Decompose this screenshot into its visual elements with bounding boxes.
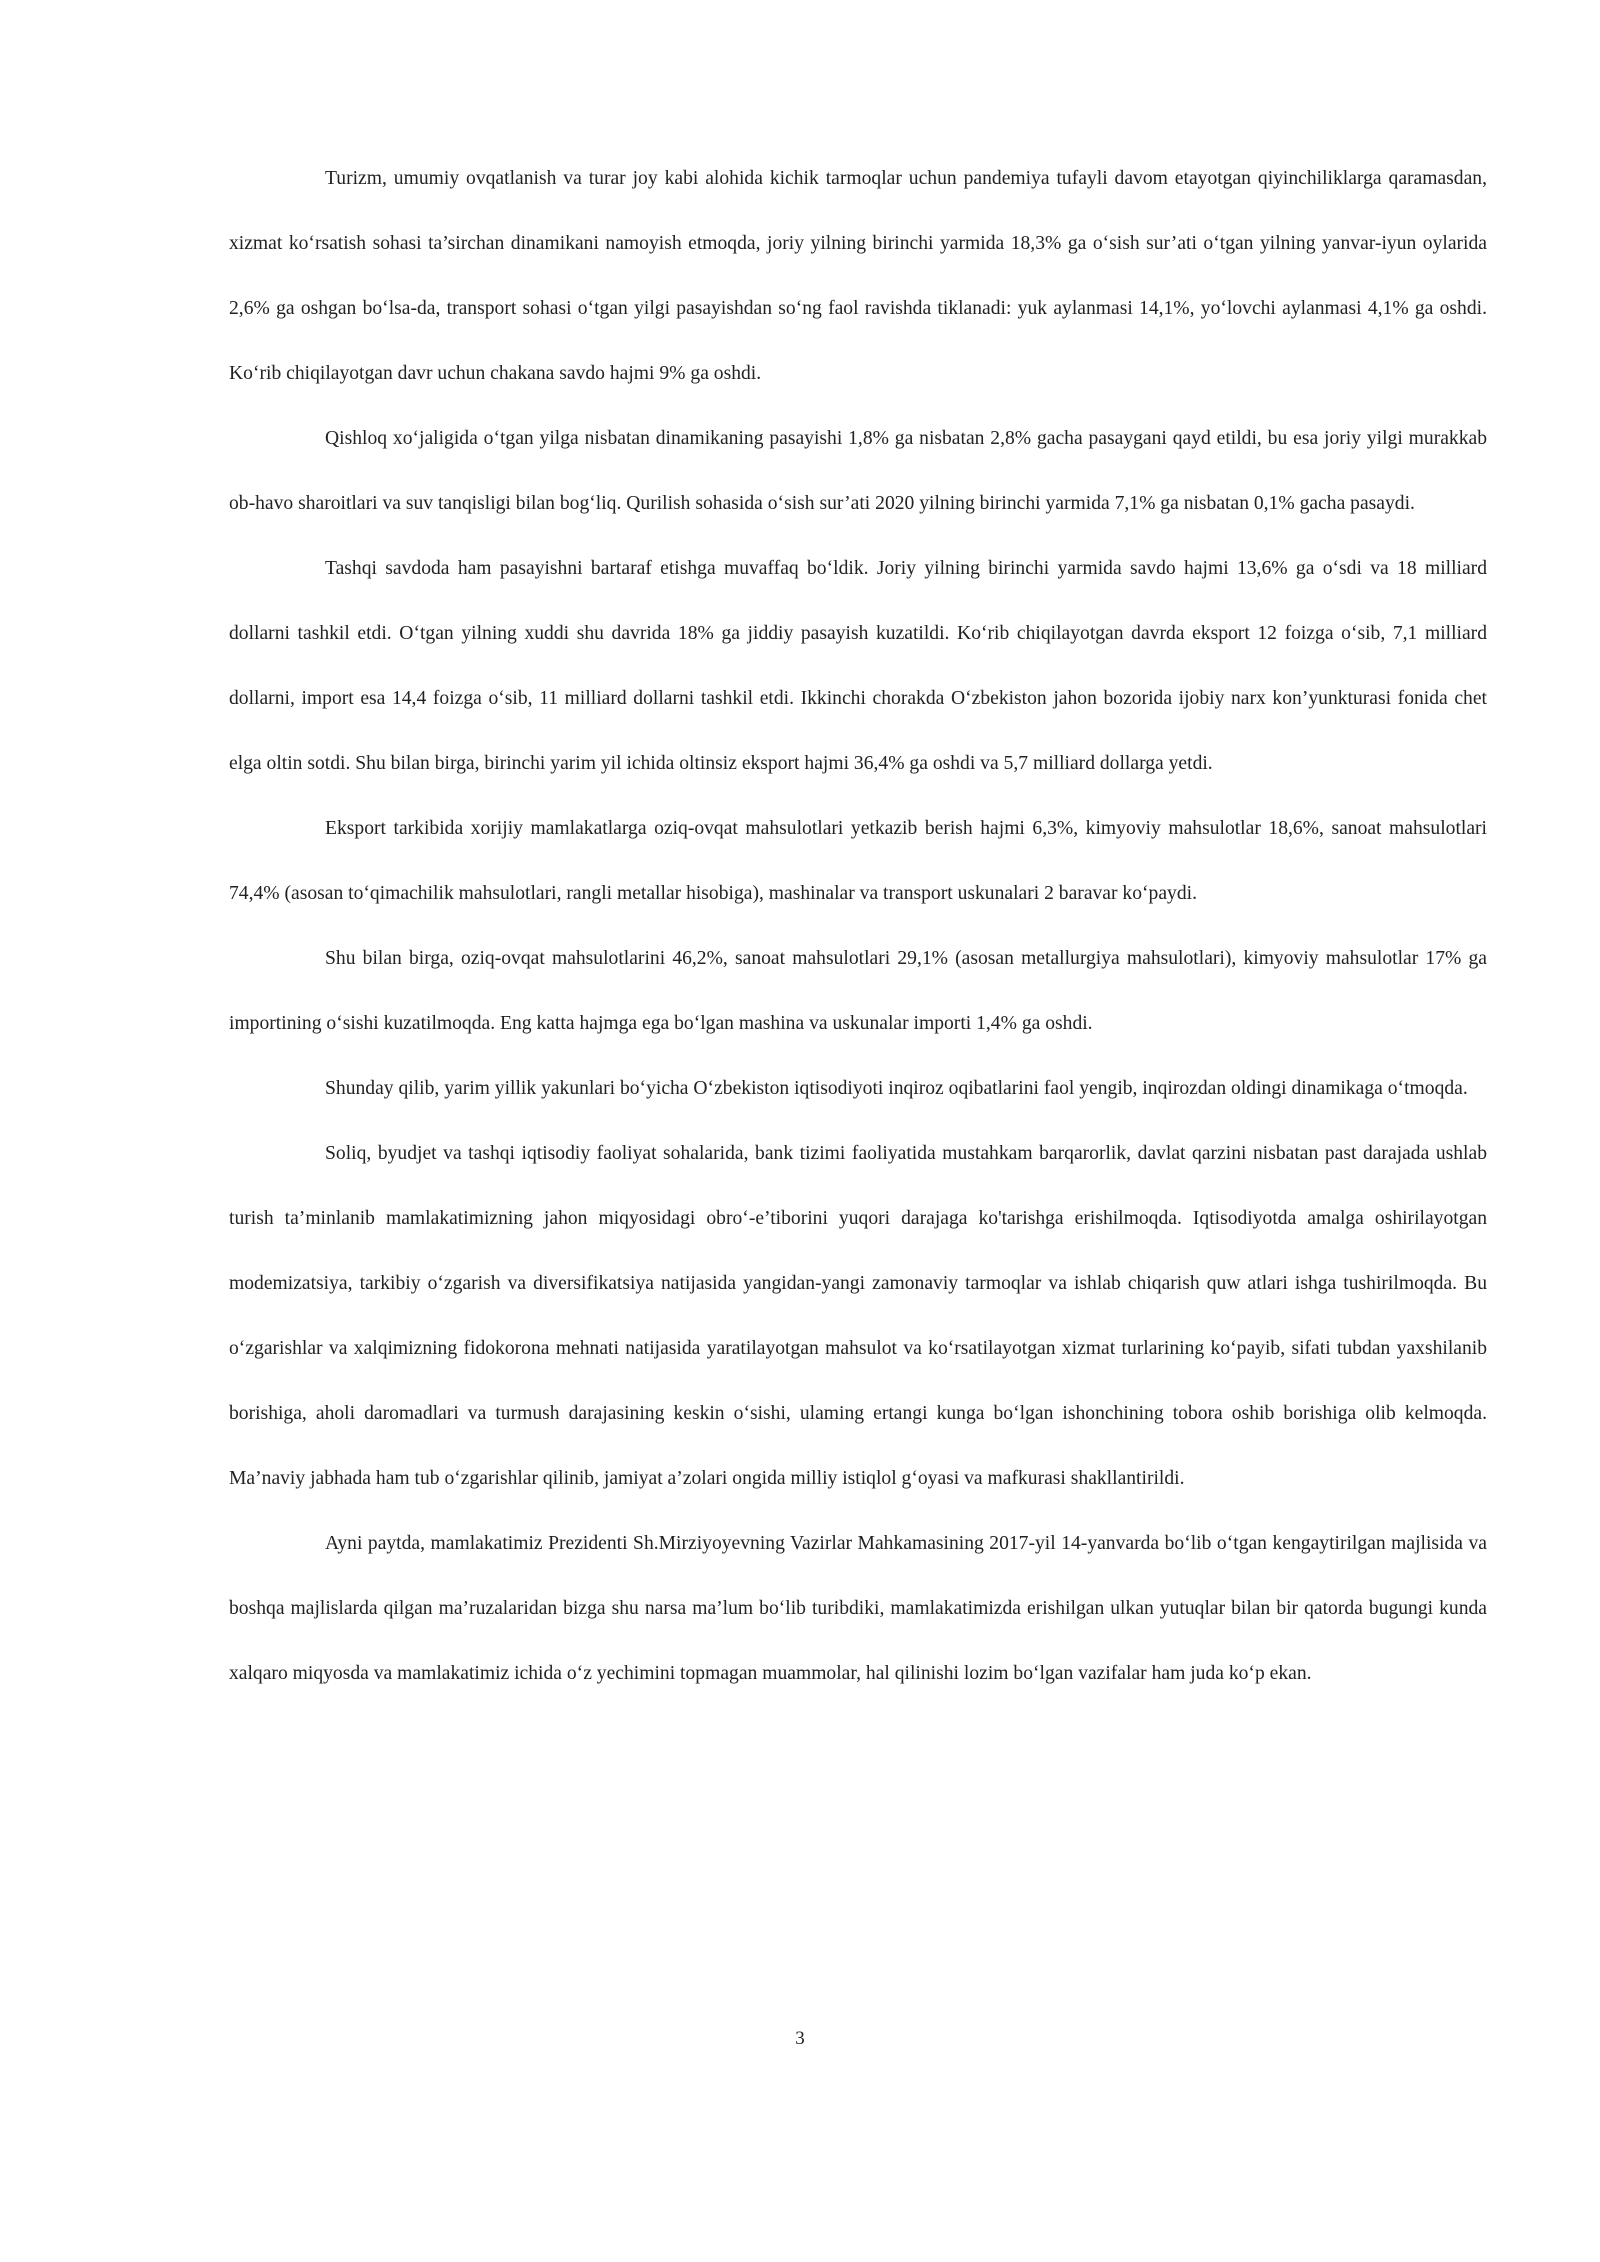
paragraph-agriculture-construction: Qishloq xo‘jaligida o‘tgan yilga nisbatan dinamikaning pasayishi 1,8% ga nisbatan 2,8% gacha pasaygani qayd etildi, bu esa joriy yilgi murakkab ob-havo sharoitlari va suv tanqisligi bilan bog‘liq. Qurilish sohasida o‘sish sur’ati 2020 yilning birinchi yarmida 7,1% ga nisbatan 0,1% gacha pasaydi. [229, 428, 1487, 514]
document-body [229, 146, 1487, 1706]
paragraph-half-year-summary: Shunday qilib, yarim yillik yakunlari bo‘yicha O‘zbekiston iqtisodiyoti inqiroz oqibatlarini faol yengib, inqirozdan oldingi dinamikaga o‘tmoqda. [325, 1078, 1468, 1099]
paragraph-import-structure: Shu bilan birga, oziq-ovqat mahsulotlarini 46,2%, sanoat mahsulotlari 29,1% (asosan metallurgiya mahsulotlari), kimyoviy mahsulotlar 17% ga importining o‘sishi kuzatilmoqda. Eng katta hajmga ega bo‘lgan mashina va uskunalar importi 1,4% ga oshdi. [229, 948, 1487, 1034]
paragraph-export-structure: Eksport tarkibida xorijiy mamlakatlarga oziq-ovqat mahsulotlari yetkazib berish hajmi 6,3%, kimyoviy mahsulotlar 18,6%, sanoat mahsulotlari 74,4% (asosan to‘qimachilik mahsulotlari, rangli metallar hisobiga), mashinalar va transport uskunalari 2 baravar ko‘paydi. [229, 818, 1487, 904]
paragraph-president-address: Ayni paytda, mamlakatimiz Prezidenti Sh.Mirziyoyevning Vazirlar Mahkamasining 2017-yil 14-yanvarda bo‘lib o‘tgan kengaytirilgan majlisida va boshqa majlislarda qilgan ma’ruzalaridan bizga shu narsa ma’lum bo‘lib turibdiki, mamlakatimizda erishilgan ulkan yutuqlar bilan bir qatorda bugungi kunda xalqaro miqyosda va mamlakatimiz ichida o‘z yechimini topmagan muammolar, hal qilinishi lozim bo‘lgan vazifalar ham juda ko‘p ekan. [229, 1533, 1487, 1684]
paragraph-services-transport: Turizm, umumiy ovqatlanish va turar joy kabi alohida kichik tarmoqlar uchun pandemiya tufayli davom etayotgan qiyinchiliklarga qaramasdan, xizmat ko‘rsatish sohasi ta’sirchan dinamikani namoyish etmoqda, joriy yilning birinchi yarmida 18,3% ga o‘sish sur’ati o‘tgan yilning yanvar-iyun oylarida 2,6% ga oshgan bo‘lsa-da, transport sohasi o‘tgan yilgi pasayishdan so‘ng faol ravishda tiklanadi: yuk aylanmasi 14,1%, yo‘lovchi aylanmasi 4,1% ga oshdi. Ko‘rib chiqilayotgan davr uchun chakana savdo hajmi 9% ga oshdi. [229, 168, 1487, 384]
paragraph-foreign-trade: Tashqi savdoda ham pasayishni bartaraf etishga muvaffaq bo‘ldik. Joriy yilning birinchi yarmida savdo hajmi 13,6% ga o‘sdi va 18 milliard dollarni tashkil etdi. O‘tgan yilning xuddi shu davrida 18% ga jiddiy pasayish kuzatildi. Ko‘rib chiqilayotgan davrda eksport 12 foizga o‘sib, 7,1 milliard dollarni, import esa 14,4 foizga o‘sib, 11 milliard dollarni tashkil etdi. Ikkinchi chorakda O‘zbekiston jahon bozorida ijobiy narx kon’yunkturasi fonida chet elga oltin sotdi. Shu bilan birga, birinchi yarim yil ichida oltinsiz eksport hajmi 36,4% ga oshdi va 5,7 milliard dollarga yetdi. [229, 558, 1487, 774]
page-number: 3 [795, 2028, 805, 2049]
paragraph-stability-modernization: Soliq, byudjet va tashqi iqtisodiy faoliyat sohalarida, bank tizimi faoliyatida mustahkam barqarorlik, davlat qarzini nisbatan past darajada ushlab turish ta’minlanib mamlakatimizning jahon miqyosidagi obro‘-e’tiborini yuqori darajaga ko'tarishga erishilmoqda. Iqtisodiyotda amalga oshirilayotgan modemizatsiya, tarkibiy o‘zgarish va diversifikatsiya natijasida yangidan-yangi zamonaviy tarmoqlar va ishlab chiqarish quw atlari ishga tushirilmoqda. Bu o‘zgarishlar va xalqimizning fidokorona mehnati natijasida yaratilayotgan mahsulot va ko‘rsatilayotgan xizmat turlarining ko‘payib, sifati tubdan yaxshilanib borishiga, aholi daromadlari va turmush darajasining keskin o‘sishi, ulaming ertangi kunga bo‘lgan ishonchining tobora oshib borishiga olib kelmoqda. Ma’naviy jabhada ham tub o‘zgarishlar qilinib, jamiyat a’zolari ongida milliy istiqlol g‘oyasi va mafkurasi shakllantirildi. [229, 1143, 1487, 1489]
